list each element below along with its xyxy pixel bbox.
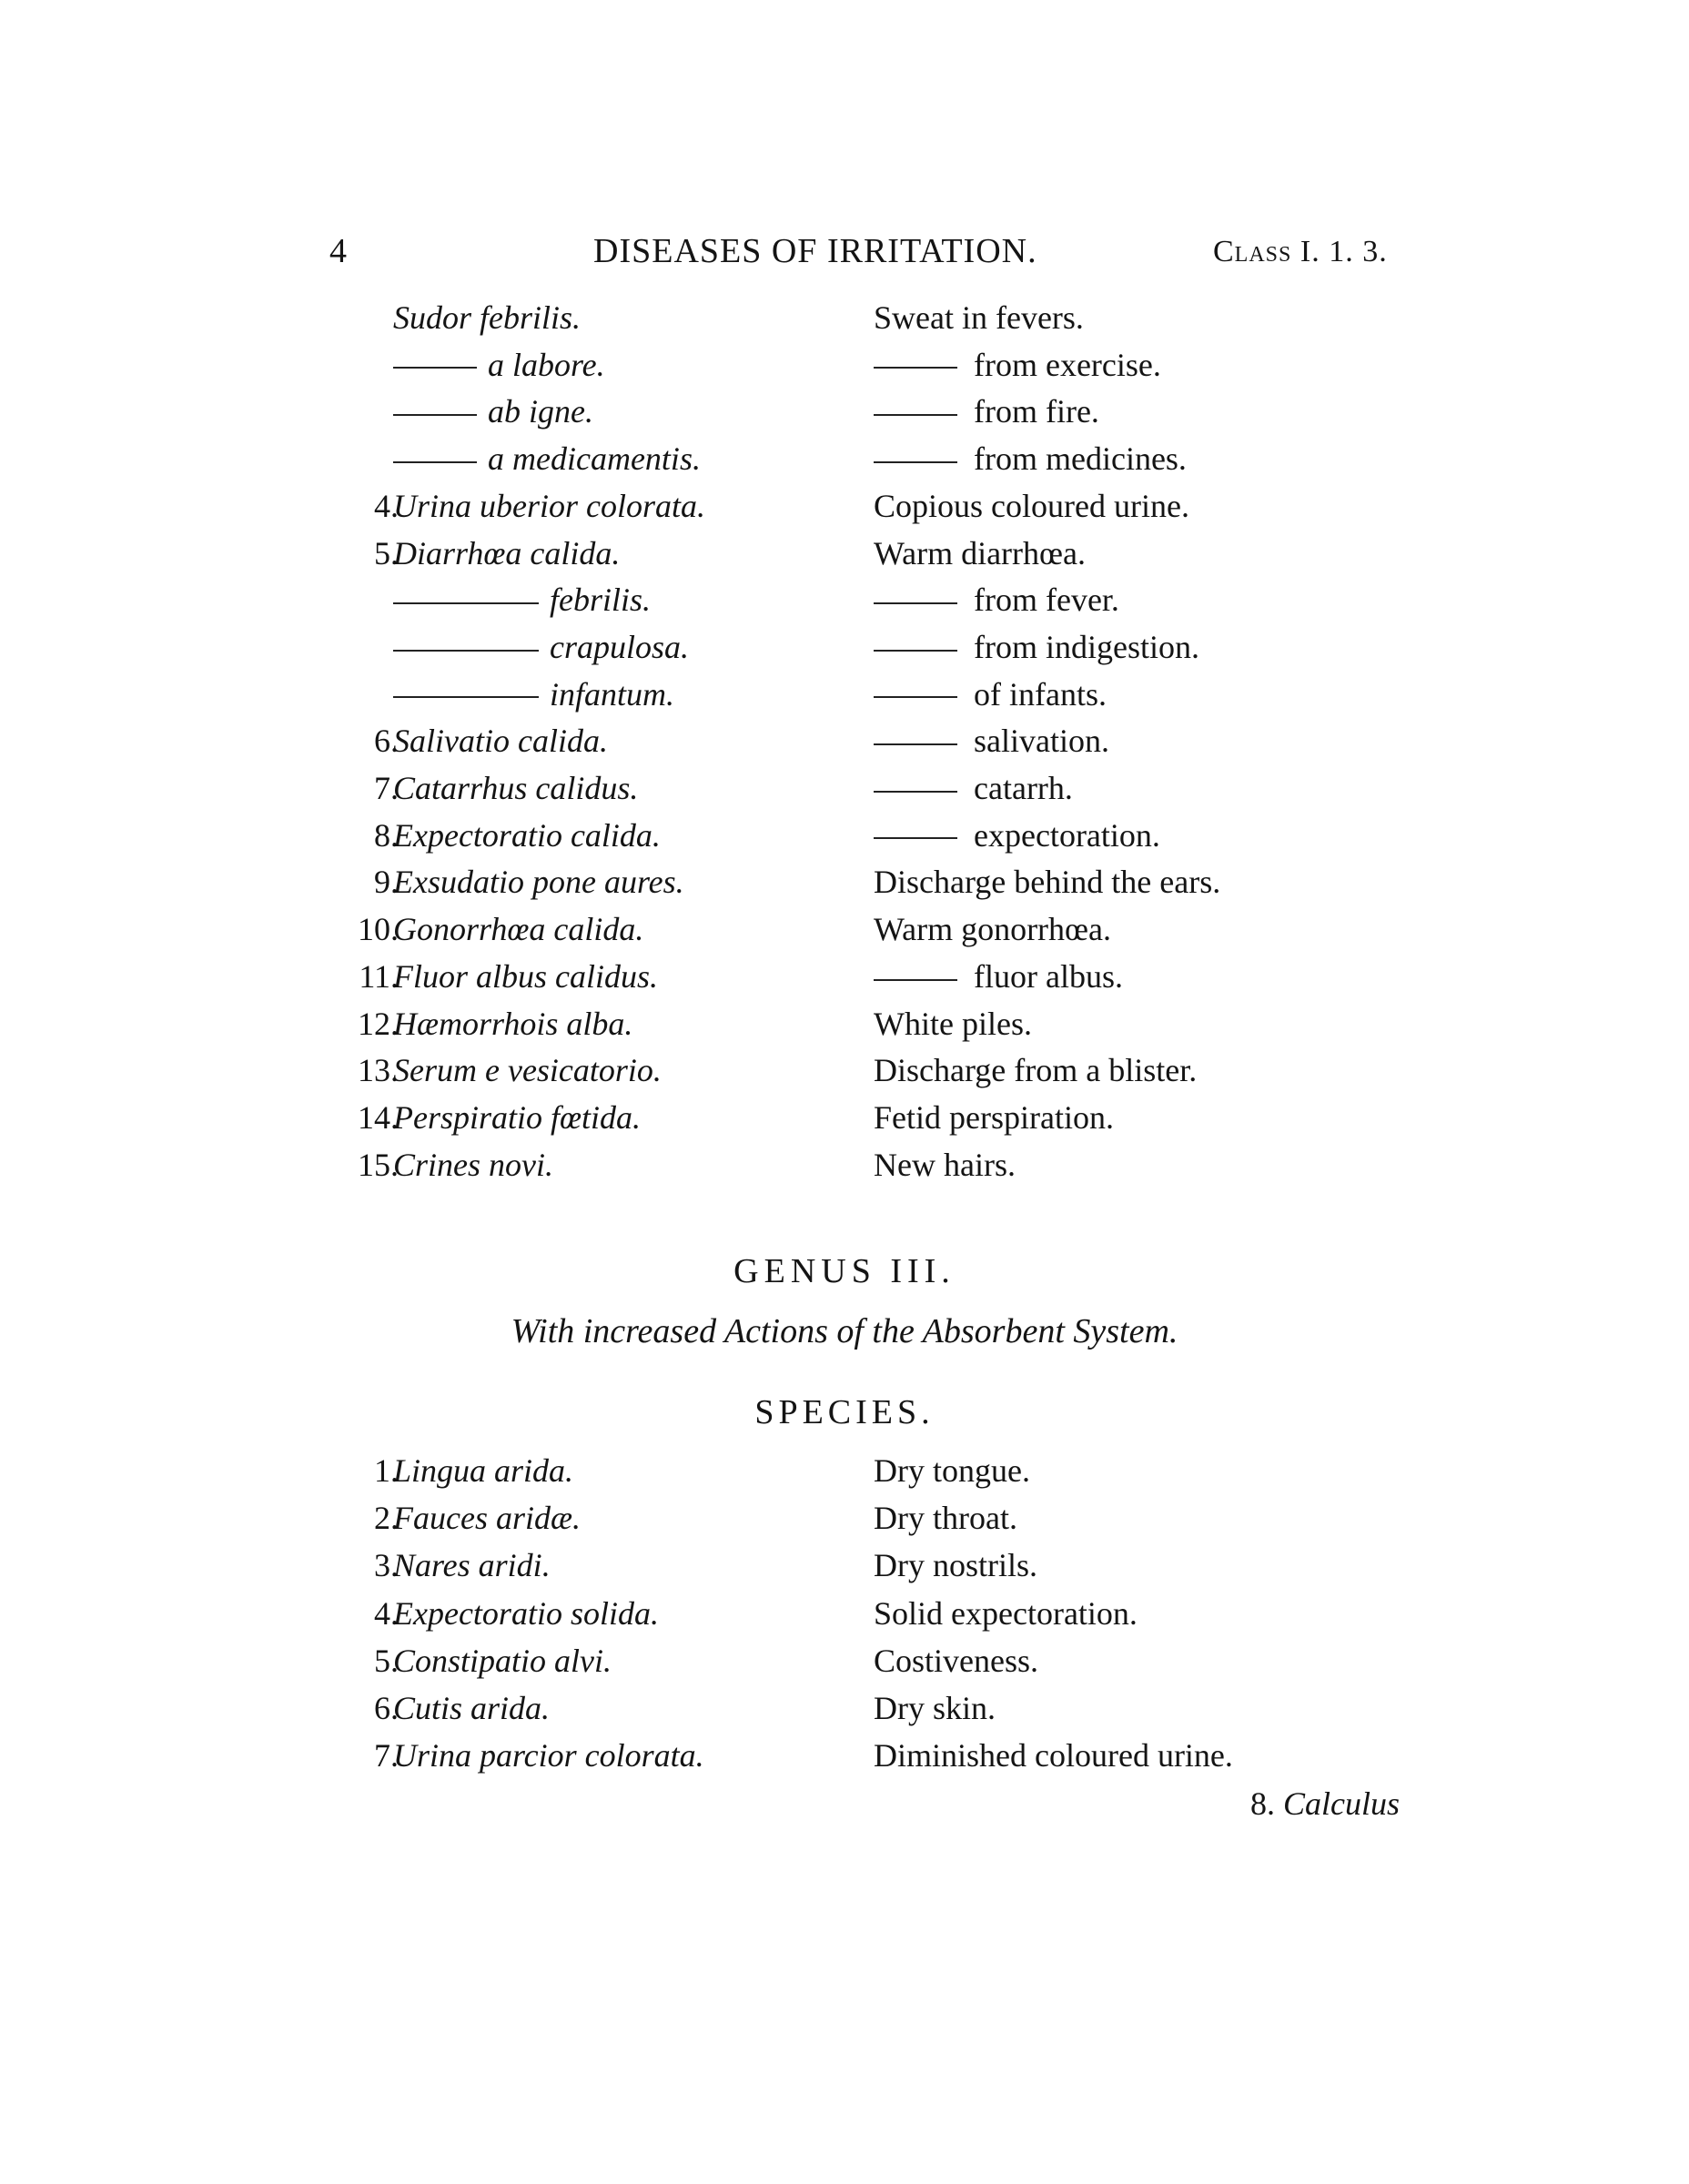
latin-text: Hæmorrhois alba. <box>393 1005 633 1042</box>
latin-name <box>393 1590 659 1637</box>
page-title: DISEASES OF IRRITATION. <box>593 232 1037 270</box>
list-item <box>0 1094 1689 1141</box>
latin-text: infantum. <box>550 675 675 713</box>
item-number: 14. <box>358 1098 399 1136</box>
ditto-dash <box>393 602 539 604</box>
list-item <box>0 1046 1689 1094</box>
latin-text: a labore. <box>488 346 605 383</box>
ditto-dash <box>874 602 957 604</box>
latin-name <box>393 905 643 953</box>
ditto-dash <box>874 979 957 981</box>
latin-name <box>393 1494 581 1542</box>
english-name <box>874 530 1086 577</box>
english-name <box>874 671 1107 718</box>
list-item <box>0 812 1689 859</box>
item-number: 3. <box>374 1547 399 1584</box>
english-text: Dry nostrils. <box>874 1547 1037 1584</box>
latin-text: Diarrhœa calida. <box>393 534 621 571</box>
english-text: from fever. <box>974 581 1119 619</box>
list-item <box>0 623 1689 671</box>
english-text: salivation. <box>974 723 1109 760</box>
english-name <box>874 764 1073 812</box>
item-number: 12. <box>358 1005 399 1042</box>
list-item <box>0 1000 1689 1047</box>
english-name <box>874 435 1187 482</box>
class-marker: Class I. 1. 3. <box>1213 235 1388 268</box>
list-item <box>0 1637 1689 1684</box>
list-item <box>0 764 1689 812</box>
english-text: Solid expectoration. <box>874 1594 1138 1632</box>
english-text: Diminished coloured urine. <box>874 1737 1233 1774</box>
ditto-dash <box>874 696 957 698</box>
english-text: Dry tongue. <box>874 1452 1030 1489</box>
item-number: 13. <box>358 1052 399 1089</box>
english-name <box>874 1094 1114 1141</box>
species-heading: SPECIES. <box>754 1393 935 1431</box>
latin-name <box>393 858 684 905</box>
english-text: Fetid perspiration. <box>874 1098 1114 1136</box>
list-item <box>0 1732 1689 1779</box>
english-name <box>874 1732 1233 1779</box>
english-text: New hairs. <box>874 1146 1016 1183</box>
latin-text: Fauces aridæ. <box>393 1500 581 1537</box>
item-number: 5. <box>374 1642 399 1679</box>
catchword-text: Calculus <box>1283 1785 1401 1822</box>
latin-text: Cutis arida. <box>393 1690 551 1726</box>
english-name <box>874 482 1189 530</box>
latin-text: Nares aridi. <box>393 1547 551 1584</box>
english-text: fluor albus. <box>974 957 1123 995</box>
ditto-dash <box>874 414 957 416</box>
english-name <box>874 341 1161 389</box>
ditto-dash <box>874 791 957 793</box>
english-text: from exercise. <box>974 346 1161 383</box>
latin-text: crapulosa. <box>550 628 689 665</box>
list-item <box>0 435 1689 482</box>
latin-text: Urina uberior colorata. <box>393 487 706 524</box>
english-name <box>874 953 1123 1000</box>
english-text: Warm diarrhœa. <box>874 534 1086 571</box>
latin-name <box>393 576 651 623</box>
catchword <box>1250 1785 1400 1823</box>
list-item <box>0 858 1689 905</box>
english-name <box>874 623 1199 671</box>
latin-name <box>393 1447 573 1494</box>
page-number: 4 <box>329 232 347 270</box>
latin-name <box>393 1000 632 1047</box>
english-name <box>874 1000 1032 1047</box>
item-number: 6. <box>374 723 399 760</box>
latin-name <box>393 953 658 1000</box>
list-item <box>0 1141 1689 1188</box>
english-text: Dry throat. <box>874 1500 1017 1537</box>
latin-name <box>393 1141 553 1188</box>
latin-text: Exsudatio pone aures. <box>393 864 684 901</box>
latin-name <box>393 482 705 530</box>
list-item <box>0 717 1689 764</box>
english-name <box>874 1046 1197 1094</box>
item-number: 15. <box>358 1146 399 1183</box>
latin-text: Serum e vesicatorio. <box>393 1052 662 1089</box>
english-name <box>874 905 1111 953</box>
english-text: of infants. <box>974 675 1107 713</box>
ditto-dash <box>874 367 957 369</box>
latin-name <box>393 1046 662 1094</box>
english-text: from indigestion. <box>974 628 1199 665</box>
latin-name <box>393 388 593 435</box>
latin-text: febrilis. <box>550 581 652 619</box>
list-item <box>0 905 1689 953</box>
item-number: 5. <box>374 534 399 571</box>
latin-name <box>393 717 608 764</box>
ditto-dash <box>874 743 957 745</box>
latin-text: Constipatio alvi. <box>393 1642 612 1679</box>
latin-text: Lingua arida. <box>393 1452 574 1489</box>
list-item <box>0 341 1689 389</box>
english-name <box>874 1590 1138 1637</box>
latin-name <box>393 294 581 341</box>
list-item <box>0 388 1689 435</box>
english-text: expectoration. <box>974 816 1160 854</box>
ditto-dash <box>874 461 957 463</box>
english-text: Dry skin. <box>874 1690 996 1726</box>
latin-name <box>393 341 605 389</box>
english-text: Discharge from a blister. <box>874 1052 1198 1089</box>
english-text: Discharge behind the ears. <box>874 864 1221 901</box>
item-number: 9. <box>374 864 399 901</box>
latin-text: Perspiratio fœtida. <box>393 1098 642 1136</box>
item-number: 4. <box>374 1594 399 1632</box>
item-number: 11. <box>359 957 399 995</box>
english-text: from fire. <box>974 393 1099 430</box>
english-name <box>874 1447 1030 1494</box>
item-number: 10. <box>358 911 399 948</box>
latin-text: Salivatio calida. <box>393 723 608 760</box>
english-name <box>874 1494 1017 1542</box>
list-item <box>0 1447 1689 1494</box>
latin-name <box>393 671 674 718</box>
list-item <box>0 482 1689 530</box>
list-item <box>0 1542 1689 1589</box>
english-text: Costiveness. <box>874 1642 1039 1679</box>
list-item <box>0 1590 1689 1637</box>
list-item <box>0 671 1689 718</box>
item-number: 7. <box>374 1737 399 1774</box>
running-header <box>0 226 1689 280</box>
english-text: Sweat in fevers. <box>874 299 1084 336</box>
latin-text: Fluor albus calidus. <box>393 957 659 995</box>
latin-text: Expectoratio calida. <box>393 816 661 854</box>
latin-text: a medicamentis. <box>488 440 701 478</box>
list-item <box>0 530 1689 577</box>
item-number: 2. <box>374 1500 399 1537</box>
list-item <box>0 576 1689 623</box>
latin-name <box>393 764 638 812</box>
genus-heading: GENUS III. <box>733 1252 956 1290</box>
ditto-dash <box>393 367 477 369</box>
latin-name <box>393 623 689 671</box>
item-number: 4. <box>374 487 399 524</box>
item-number: 7. <box>374 770 399 806</box>
latin-text: Catarrhus calidus. <box>393 770 639 806</box>
english-text: catarrh. <box>974 770 1073 806</box>
latin-name <box>393 1732 704 1779</box>
latin-name <box>393 530 620 577</box>
english-text: White piles. <box>874 1005 1032 1042</box>
ditto-dash <box>393 461 477 463</box>
latin-name <box>393 812 661 859</box>
latin-text: Gonorrhœa calida. <box>393 911 644 948</box>
latin-text: ab igne. <box>488 393 593 430</box>
latin-text: Urina parcior colorata. <box>393 1737 704 1774</box>
english-text: Warm gonorrhœa. <box>874 911 1112 948</box>
list-item <box>0 1684 1689 1732</box>
english-text: from medicines. <box>974 440 1187 478</box>
genus-subtitle: With increased Actions of the Absorbent System. <box>511 1312 1178 1350</box>
item-number: 8. <box>374 816 399 854</box>
latin-name <box>393 1637 612 1684</box>
english-name <box>874 388 1099 435</box>
list-item <box>0 294 1689 341</box>
english-name <box>874 576 1119 623</box>
english-name <box>874 1141 1016 1188</box>
english-name <box>874 1542 1037 1589</box>
latin-text: Crines novi. <box>393 1146 553 1183</box>
ditto-dash <box>393 696 539 698</box>
latin-name <box>393 435 701 482</box>
latin-name <box>393 1542 551 1589</box>
item-number: 1. <box>374 1452 399 1489</box>
latin-name <box>393 1094 641 1141</box>
latin-text: Sudor febrilis. <box>393 299 582 336</box>
ditto-dash <box>874 837 957 839</box>
english-name <box>874 294 1084 341</box>
english-name <box>874 1684 996 1732</box>
ditto-dash <box>393 414 477 416</box>
item-number: 6. <box>374 1690 399 1726</box>
list-item <box>0 953 1689 1000</box>
list-item <box>0 1494 1689 1542</box>
latin-name <box>393 1684 550 1732</box>
ditto-dash <box>393 650 539 652</box>
latin-text: Expectoratio solida. <box>393 1594 659 1632</box>
english-name <box>874 1637 1038 1684</box>
catchword-number: 8. <box>1250 1785 1275 1822</box>
english-name <box>874 858 1220 905</box>
english-name <box>874 717 1109 764</box>
english-text: Copious coloured urine. <box>874 487 1189 524</box>
english-name <box>874 812 1160 859</box>
ditto-dash <box>874 650 957 652</box>
